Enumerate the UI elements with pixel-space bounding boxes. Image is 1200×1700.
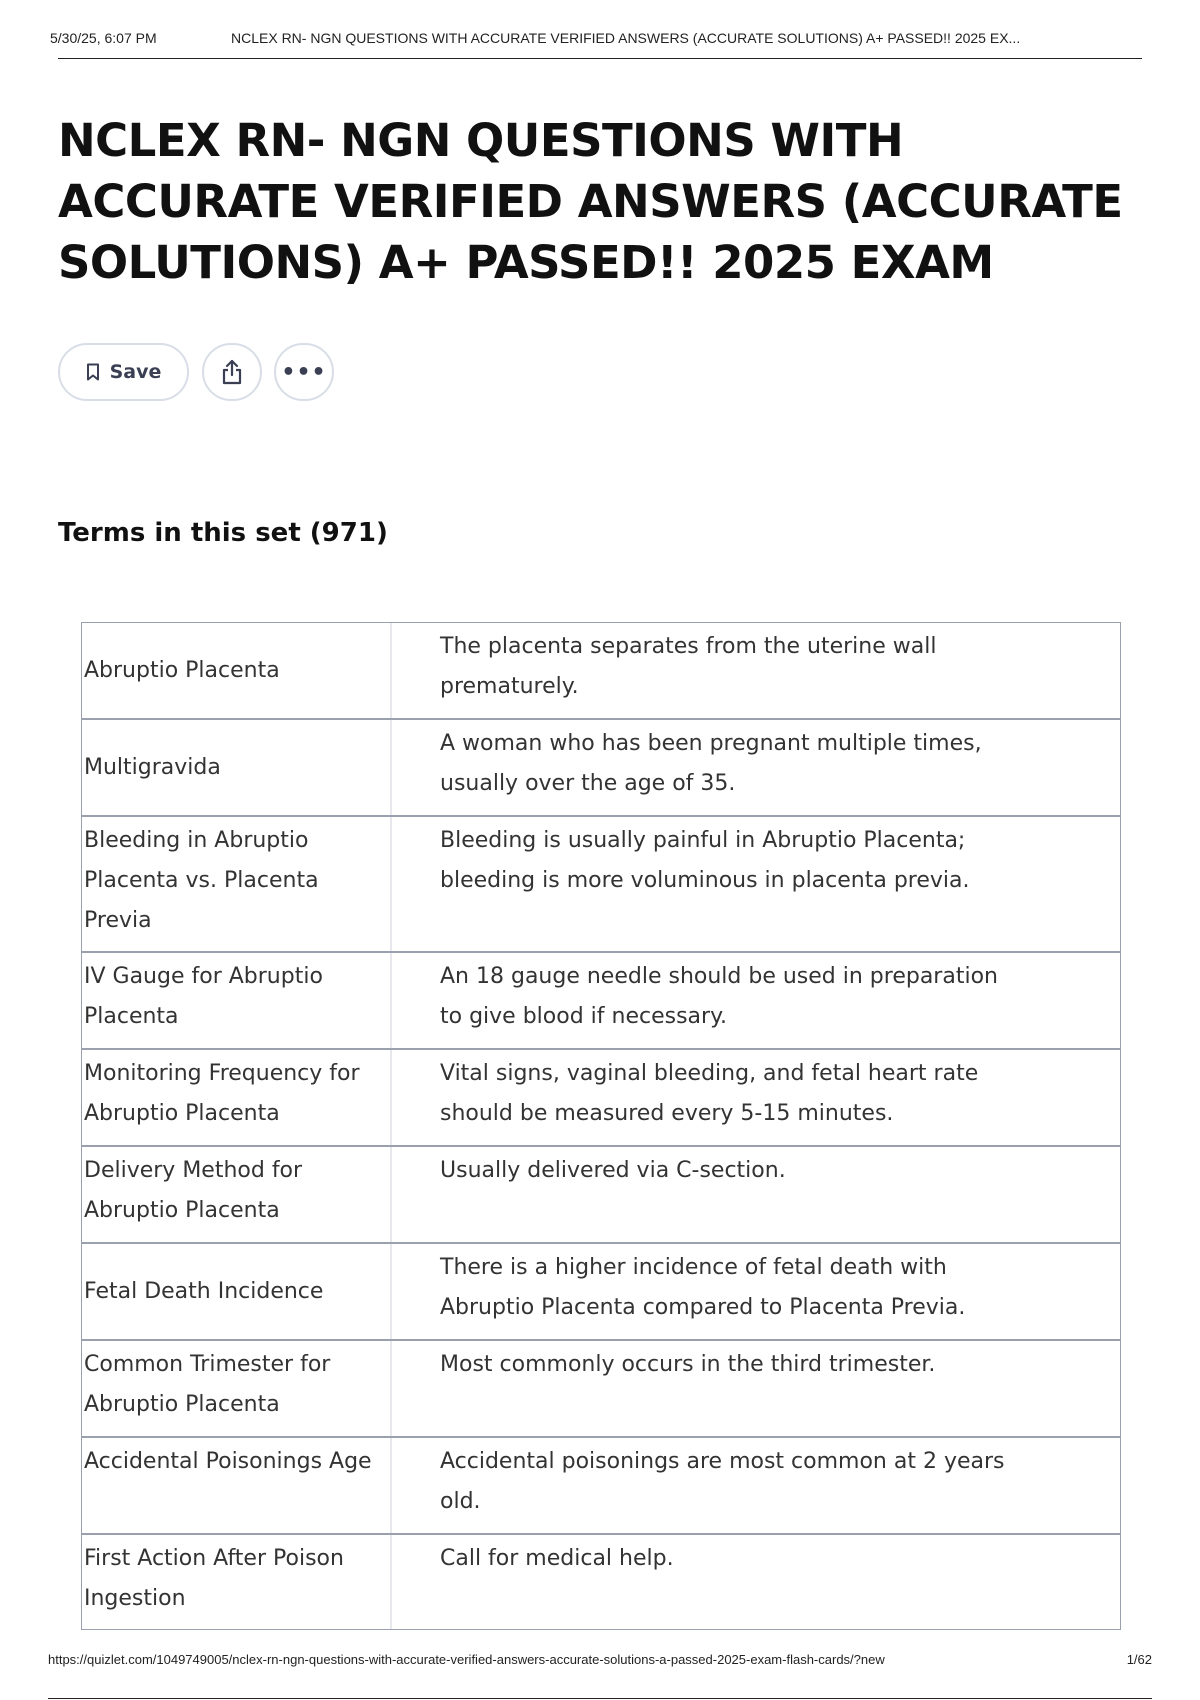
bookmark-icon (86, 363, 100, 381)
page-number: 1/62 (1126, 1652, 1152, 1667)
table-row (82, 817, 1120, 953)
definition-cell: An 18 gauge needle should be used in preparation to give blood if necessary. (440, 964, 998, 1029)
share-icon (220, 358, 244, 386)
print-header (50, 30, 1142, 59)
table-row (82, 1244, 1120, 1341)
term-cell: IV Gauge for Abruptio Placenta (82, 953, 392, 1048)
term-cell: Multigravida (82, 720, 392, 815)
more-options-icon: ••• (281, 359, 327, 385)
table-row (82, 1438, 1120, 1535)
terms-table (81, 622, 1121, 1630)
table-row (82, 720, 1120, 817)
term-cell: Accidental Poisonings Age (82, 1438, 392, 1533)
definition-cell: Most commonly occurs in the third trimester. (440, 1352, 936, 1377)
table-row (82, 1147, 1120, 1244)
term-cell: Monitoring Frequency for Abruptio Placenta (82, 1050, 392, 1145)
save-button-label: Save (109, 361, 162, 383)
term-cell: Delivery Method for Abruptio Placenta (82, 1147, 392, 1242)
term-cell: Abruptio Placenta (82, 623, 392, 718)
term-cell: Bleeding in Abruptio Placenta vs. Placenta Previa (82, 817, 392, 951)
table-row (82, 953, 1120, 1050)
term-cell: Common Trimester for Abruptio Placenta (82, 1341, 392, 1436)
print-footer (48, 1652, 1152, 1699)
table-row (82, 623, 1120, 720)
definition-cell: Vital signs, vaginal bleeding, and fetal heart rate should be measured every 5-15 minutes. (440, 1061, 979, 1126)
print-doc-title: NCLEX RN- NGN QUESTIONS WITH ACCURATE VERIFIED ANSWERS (ACCURATE SOLUTIONS) A+ PASSED!! 2025 EX... (231, 30, 1021, 46)
table-row (82, 1050, 1120, 1147)
terms-heading: Terms in this set (971) (58, 518, 388, 548)
print-url: https://quizlet.com/1049749005/nclex-rn-ngn-questions-with-accurate-verified-answers-accurate-solutions-a-passed-2025-exam-flash-cards/?new (48, 1652, 885, 1667)
share-button[interactable] (202, 343, 262, 401)
save-button[interactable] (58, 343, 189, 401)
definition-cell: There is a higher incidence of fetal death with Abruptio Placenta compared to Placenta Previa. (440, 1255, 966, 1320)
print-date: 5/30/25, 6:07 PM (50, 30, 157, 46)
definition-cell: The placenta separates from the uterine wall prematurely. (440, 634, 937, 699)
term-cell: First Action After Poison Ingestion (82, 1535, 392, 1629)
term-cell: Fetal Death Incidence (82, 1244, 392, 1339)
definition-cell: A woman who has been pregnant multiple times, usually over the age of 35. (440, 731, 982, 796)
definition-cell: Accidental poisonings are most common at 2 years old. (440, 1449, 1005, 1514)
definition-cell: Call for medical help. (440, 1546, 674, 1571)
page-title: NCLEX RN- NGN QUESTIONS WITH ACCURATE VERIFIED ANSWERS (ACCURATE SOLUTIONS) A+ PASSED!! 2025 EXAM (58, 114, 1123, 289)
more-options-button[interactable] (274, 343, 334, 401)
definition-cell: Usually delivered via C-section. (440, 1158, 786, 1183)
table-row (82, 1341, 1120, 1438)
table-row (82, 1535, 1120, 1629)
definition-cell: Bleeding is usually painful in Abruptio Placenta; bleeding is more voluminous in placenta previa. (440, 828, 970, 893)
